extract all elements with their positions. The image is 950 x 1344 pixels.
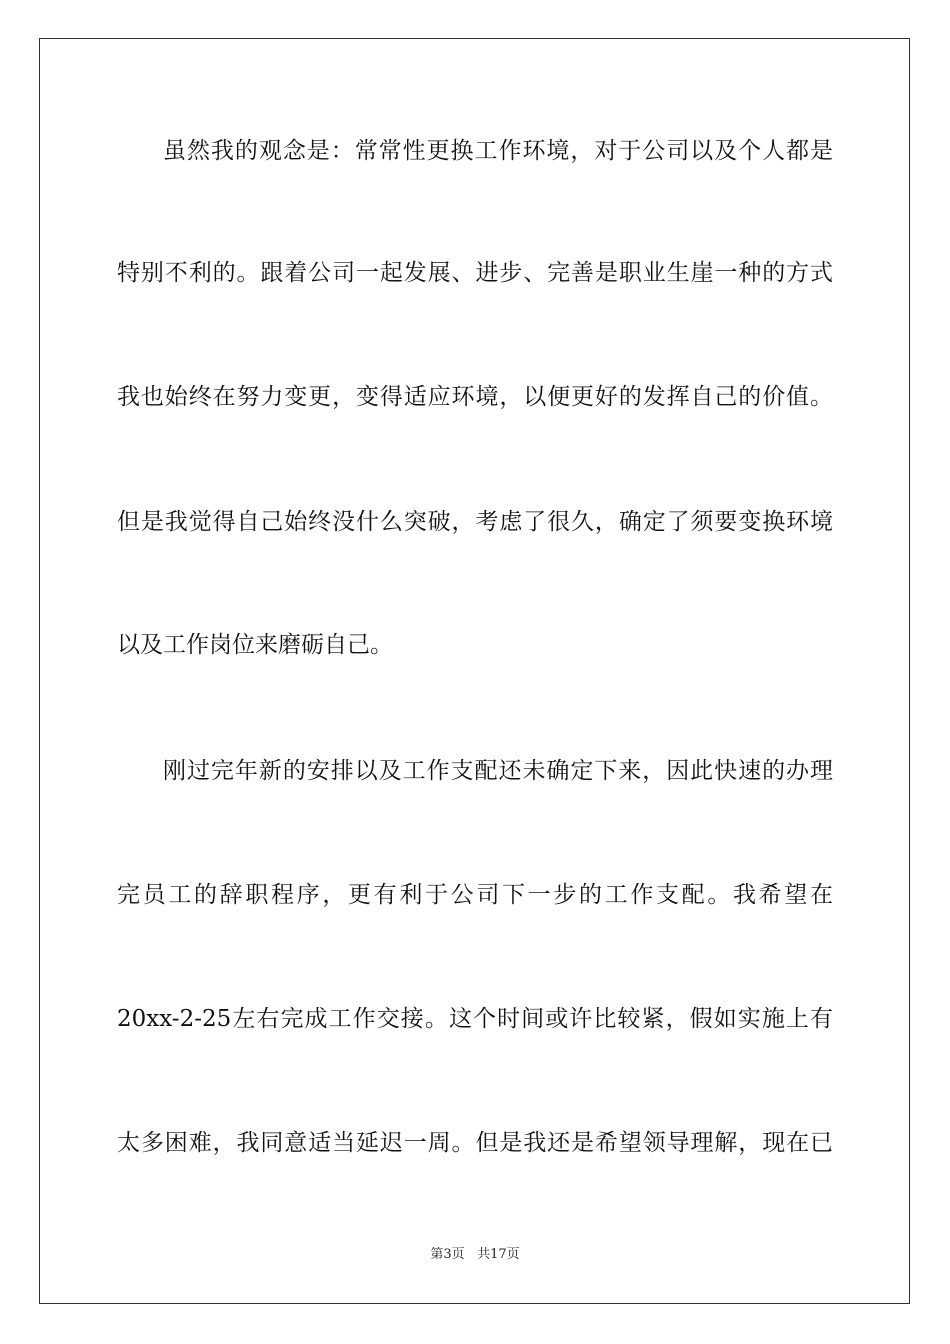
page-total: 共17页 [477, 1247, 520, 1262]
paragraph-2-line-1: 刚过完年新的安排以及工作支配还未确定下来，因此快速的办理 [163, 758, 833, 784]
paragraph-1-line-1: 虽然我的观念是：常常性更换工作环境，对于公司以及个人都是 [163, 138, 833, 164]
paragraph-1-line-5: 以及工作岗位来磨砺自己。 [117, 632, 393, 658]
paragraph-2-line-3: 20xx-2-25左右完成工作交接。这个时间或许比较紧，假如实施上有 [117, 1006, 833, 1032]
paragraph-1-line-2: 特别不利的。跟着公司一起发展、进步、完善是职业生崖一种的方式 [117, 260, 833, 286]
page-number: 第3页 [430, 1247, 465, 1262]
paragraph-1-line-3: 我也始终在努力变更，变得适应环境，以便更好的发挥自己的价值。 [117, 384, 833, 410]
paragraph-1-line-4: 但是我觉得自己始终没什么突破，考虑了很久，确定了须要变换环境 [117, 509, 833, 535]
paragraph-2-line-4: 太多困难，我同意适当延迟一周。但是我还是希望领导理解，现在已 [117, 1130, 833, 1156]
paragraph-2-line-2: 完员工的辞职程序，更有利于公司下一步的工作支配。我希望在 [117, 882, 833, 908]
page-footer [0, 1246, 950, 1264]
page-border [39, 38, 910, 1304]
